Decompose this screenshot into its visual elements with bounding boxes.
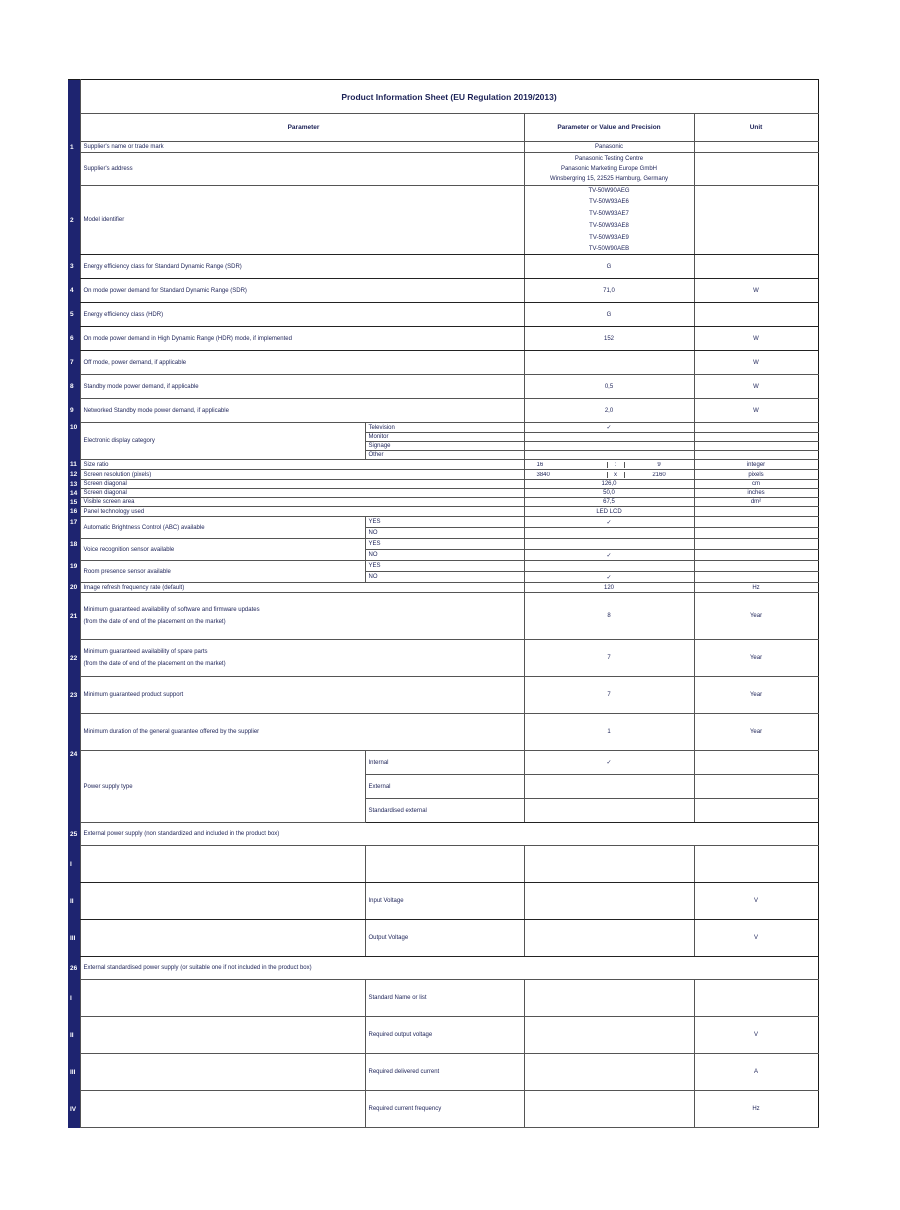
row-spare-parts: 22 Minimum guaranteed availability of spare parts (from the date of end of the placement on the market) 7 Year — [68, 640, 818, 677]
row-power-hdr: 6 On mode power demand in High Dynamic Range (HDR) mode, if implemented 152 W — [68, 327, 818, 351]
row-standardised-power-supply: 26 External standardised power supply (or suitable one if not included in the product box) — [68, 957, 818, 980]
row-panel-technology: 16 Panel technology used LED LCD — [68, 507, 818, 517]
row-refresh-rate: 20 Image refresh frequency rate (default) 120 Hz — [68, 583, 818, 593]
row-supplier-name: 1 Supplier's name or trade mark Panasonic — [68, 142, 818, 153]
row-screen-diagonal-inch: 14 Screen diagonal 50,0 inches — [68, 489, 818, 498]
row-product-support: 23 Minimum guaranteed product support 7 Year — [68, 677, 818, 714]
row-voice-sensor: 18 Voice recognition sensor available YES — [68, 539, 818, 550]
row-power-supply-type: 24 Power supply type Internal ✓ — [68, 751, 818, 775]
row-standby-power: 8 Standby mode power demand, if applicable 0,5 W — [68, 375, 818, 399]
sheet-title: Product Information Sheet (EU Regulation 2019/2013) — [80, 80, 818, 114]
row-screen-resolution: 12 Screen resolution (pixels) 3840 x 2160 pixels — [68, 470, 818, 480]
row-screen-diagonal-cm: 13 Screen diagonal 126,0 cm — [68, 480, 818, 489]
row-size-ratio: 11 Size ratio 16 : 9 integer — [68, 460, 818, 470]
header-unit: Unit — [694, 114, 818, 142]
supplier-address-value: Panasonic Testing Centre Panasonic Marketing Europe GmbH Winsbergring 15, 22525 Hamburg, Germany — [524, 153, 694, 186]
model-identifier-values: TV-50W90AEG TV-50W93AE6 TV-50W93AE7 TV-50W93AE8 TV-50W93AE9 TV-50W90AEB — [524, 186, 694, 255]
row-guarantee-duration: Minimum duration of the general guarantee offered by the supplier 1 Year — [68, 714, 818, 751]
row-off-mode-power: 7 Off mode, power demand, if applicable W — [68, 351, 818, 375]
row-model-identifier: 2 Model identifier TV-50W90AEG TV-50W93AE6 TV-50W93AE7 TV-50W93AE8 TV-50W93AE9 TV-50W90AEB — [68, 186, 818, 255]
row-power-sdr: 4 On mode power demand for Standard Dynamic Range (SDR) 71,0 W — [68, 279, 818, 303]
header-row — [68, 114, 818, 142]
sheet-title-row — [68, 80, 818, 114]
row-supplier-address: Supplier's address Panasonic Testing Centre Panasonic Marketing Europe GmbH Winsbergring 15, 22525 Hamburg, Germany — [68, 153, 818, 186]
header-parameter: Parameter — [80, 114, 524, 142]
header-value: Parameter or Value and Precision — [524, 114, 694, 142]
row-networked-standby-power: 9 Networked Standby mode power demand, if applicable 2,0 W — [68, 399, 818, 423]
row-visible-screen-area: 15 Visible screen area 67,5 dm² — [68, 498, 818, 507]
row-software-updates: 21 Minimum guaranteed availability of software and firmware updates (from the date of end of the placement on the market) 8 Year — [68, 593, 818, 640]
row-room-presence-sensor: 19 Room presence sensor available YES — [68, 561, 818, 572]
row-abc-available: 17 Automatic Brightness Control (ABC) available YES ✓ — [68, 517, 818, 528]
row-external-power-supply: 25 External power supply (non standardized and included in the product box) — [68, 823, 818, 846]
row-energy-class-sdr: 3 Energy efficiency class for Standard Dynamic Range (SDR) G — [68, 255, 818, 279]
product-information-sheet: Product Information Sheet (EU Regulation 2019/2013) Parameter Parameter or Value and Precision Unit 1 Supplier's name or trade mark Panasonic Supplier's address Panasonic Testing Centre Panasonic Marketing Europe GmbH Winsbergring 15, 22525 Hamburg, Germany 2 Model identifier TV-50W90AEG TV-50W93AE6 TV-50W93AE7 TV-50W93AE8 TV-50W93AE9 TV-50W90AEB 3 Energy efficiency class for Standard Dynamic Range (SDR) G 4 On mode power demand for Standard Dynamic Range (SDR) 71,0 W 5 Energy efficiency class (HDR) G 6 On mode power demand in High Dynamic Range (HDR) mode, if implemented 152 W 7 Off mode, power demand, if applicable W 8 Standby mode power demand, if applicable 0,5 W 9 Networked Standby mode power demand, if applicable 2,0 W 10 Electronic display category Television ✓ Monitor Signage Other 11 Size ratio 16 : 9 integer 12 Screen resolution (pixels) 3840 x 2160 pixels 13 Screen diagonal 126,0 cm 14 Screen diagonal 50,0 inches 15 Visible screen area 67,5 dm² 16 Panel technology used LED LCD 17 Automatic Brightness Control (ABC) available YES ✓ NO 18 Voice recognition sensor available YES NO ✓ 19 Room presence sensor available YES NO ✓ 20 Image refresh frequency rate (default) 120 Hz 21 Minimum guaranteed availability of software and firmware updates (from the date of end of the placement on the market) 8 Year 22 Minimum guaranteed availability of spare parts (from the date of end of the placement on the market) 7 Year 23 Minimum guaranteed product support 7 Year Minimum duration of the general guarantee offered by the supplier 1 Year 24 Power supply type Internal ✓ External Standardised external 25 External power supply (non standardized and included in the product box) I II Input Voltage V III Output Voltage V 26 External standardised power supply (or suitable one if not included in the product box) I Standard Name or list II Required output voltage V III Required delivered current A IV Required current frequency Hz — [68, 79, 819, 1128]
row-display-category: 10 Electronic display category Television ✓ — [68, 423, 818, 433]
row-energy-class-hdr: 5 Energy efficiency class (HDR) G — [68, 303, 818, 327]
